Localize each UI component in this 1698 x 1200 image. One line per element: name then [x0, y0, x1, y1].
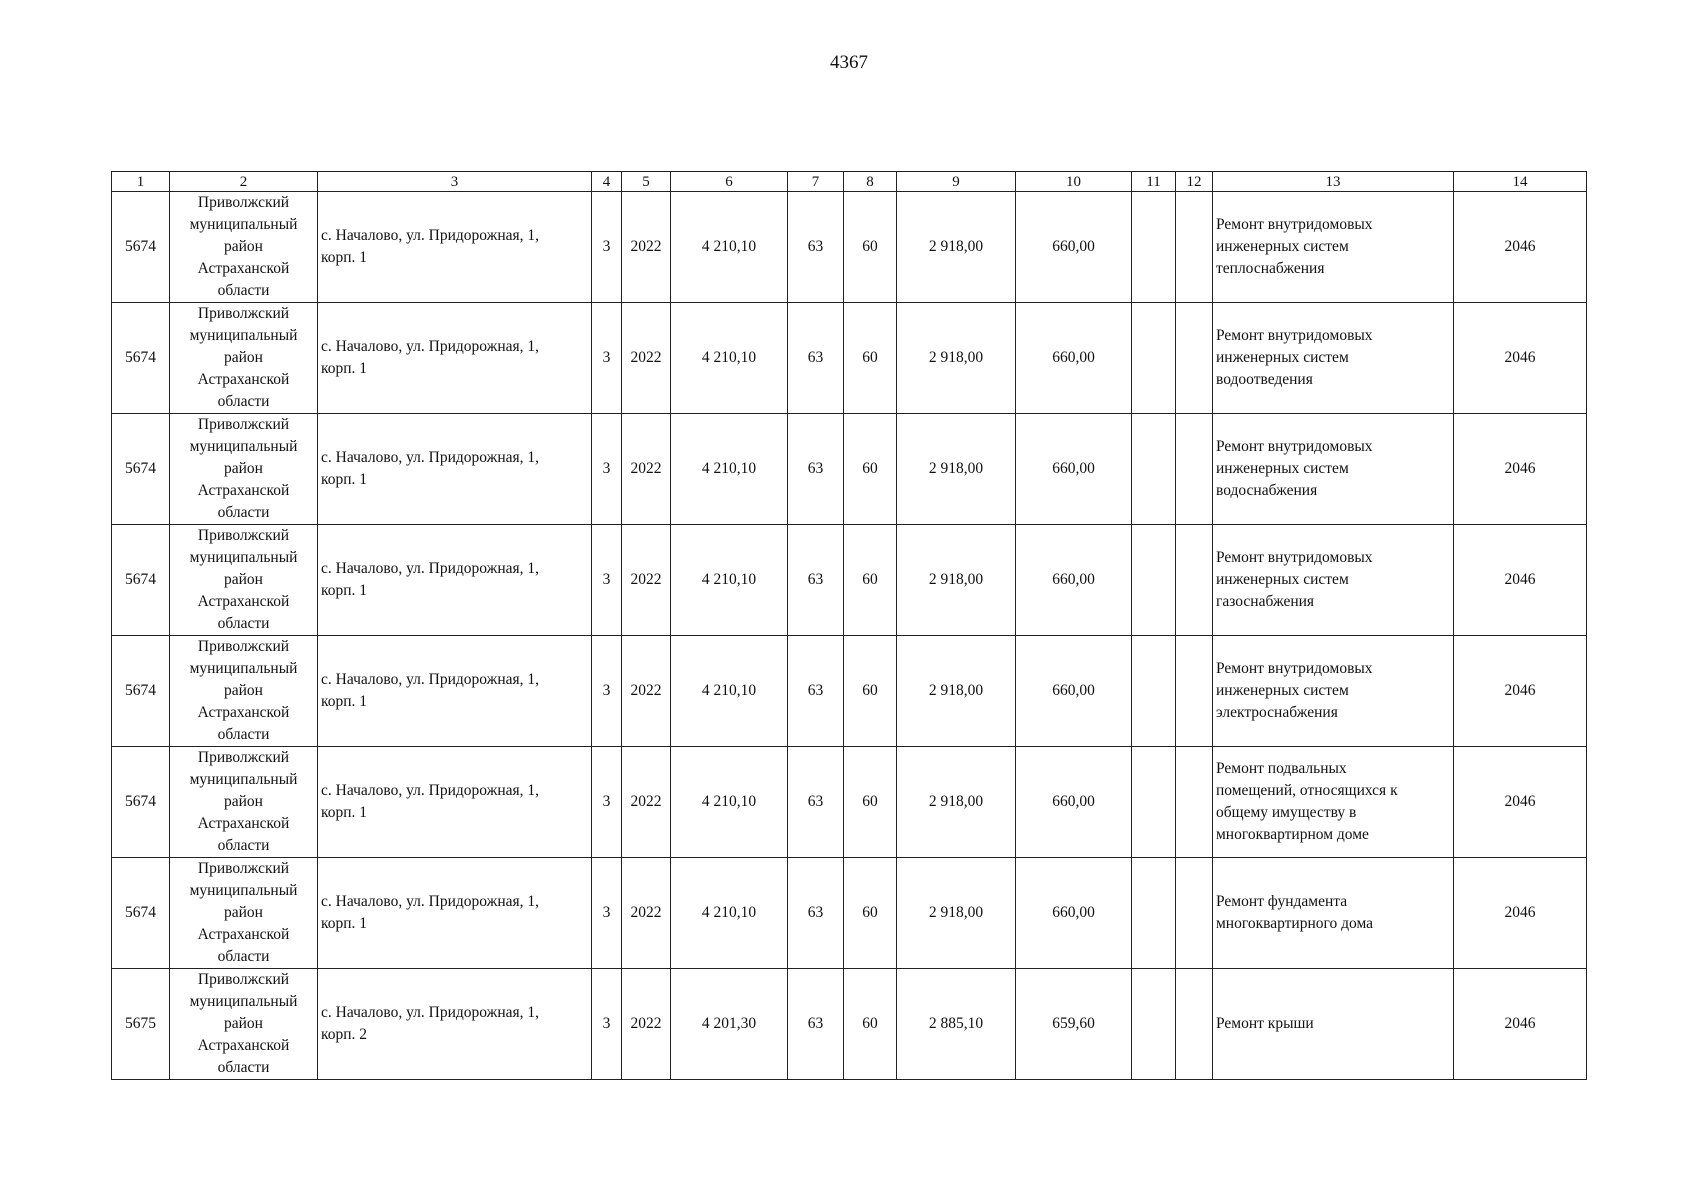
column-9-cell: 2 918,00	[897, 192, 1016, 303]
cell-line: с. Началово, ул. Придорожная, 1,	[321, 449, 540, 466]
column-11-cell	[1132, 636, 1176, 747]
column-8-cell: 60	[844, 525, 897, 636]
district-cell	[170, 414, 318, 525]
column-6-cell: 4 210,10	[671, 192, 788, 303]
year-cell: 2046	[1454, 303, 1587, 414]
cell-line: многоквартирном доме	[1216, 826, 1369, 843]
year-cell: 2046	[1454, 636, 1587, 747]
cell-line: район	[224, 460, 263, 477]
column-7-cell: 63	[788, 303, 844, 414]
column-9-cell: 2 918,00	[897, 636, 1016, 747]
district-cell	[170, 525, 318, 636]
cell-line: Приволжский	[197, 416, 290, 433]
column-header: 11	[1132, 172, 1176, 192]
column-6-cell: 4 210,10	[671, 858, 788, 969]
cell-line: муниципальный	[189, 882, 298, 899]
column-5-cell: 2022	[622, 858, 671, 969]
cell-line: район	[224, 238, 263, 255]
district-cell	[170, 747, 318, 858]
table-header	[112, 172, 1587, 192]
column-5-cell: 2022	[622, 303, 671, 414]
column-9-cell: 2 885,10	[897, 969, 1016, 1080]
work-type-cell	[1213, 636, 1454, 747]
column-8-cell: 60	[844, 969, 897, 1080]
address-cell	[318, 636, 592, 747]
cell-line: общему имуществу в	[1216, 804, 1357, 821]
column-8-cell: 60	[844, 414, 897, 525]
cell-line: муниципальный	[189, 438, 298, 455]
column-8-cell: 60	[844, 192, 897, 303]
table-row	[112, 525, 1587, 636]
column-8-cell: 60	[844, 747, 897, 858]
column-12-cell	[1176, 303, 1213, 414]
district-cell	[170, 969, 318, 1080]
column-6-cell: 4 210,10	[671, 303, 788, 414]
cell-line: муниципальный	[189, 216, 298, 233]
cell-line: инженерных систем	[1216, 349, 1349, 366]
year-cell: 2046	[1454, 192, 1587, 303]
work-type-cell	[1213, 303, 1454, 414]
cell-line: муниципальный	[189, 993, 298, 1010]
column-12-cell	[1176, 969, 1213, 1080]
column-header: 4	[592, 172, 622, 192]
cell-line: Приволжский	[197, 749, 290, 766]
cell-line: с. Началово, ул. Придорожная, 1,	[321, 1004, 540, 1021]
cell-line: Приволжский	[197, 305, 290, 322]
column-4-cell: 3	[592, 969, 622, 1080]
cell-line: Астраханской	[197, 482, 290, 499]
column-header: 2	[170, 172, 318, 192]
column-12-cell	[1176, 414, 1213, 525]
cell-line: район	[224, 904, 263, 921]
cell-line: корп. 1	[321, 471, 368, 488]
column-4-cell: 3	[592, 414, 622, 525]
cell-line: Приволжский	[197, 860, 290, 877]
column-10-cell: 660,00	[1016, 525, 1132, 636]
column-10-cell: 660,00	[1016, 303, 1132, 414]
column-header: 5	[622, 172, 671, 192]
district-cell	[170, 303, 318, 414]
column-8-cell: 60	[844, 858, 897, 969]
registry-table	[111, 171, 1587, 1080]
year-cell: 2046	[1454, 969, 1587, 1080]
table-row	[112, 636, 1587, 747]
column-4-cell: 3	[592, 858, 622, 969]
column-6-cell: 4 210,10	[671, 414, 788, 525]
column-4-cell: 3	[592, 525, 622, 636]
column-7-cell: 63	[788, 969, 844, 1080]
cell-line: водоотведения	[1216, 371, 1313, 388]
cell-line: район	[224, 349, 263, 366]
column-6-cell: 4 210,10	[671, 747, 788, 858]
column-5-cell: 2022	[622, 969, 671, 1080]
record-number-cell: 5674	[112, 303, 170, 414]
cell-line: Приволжский	[197, 194, 290, 211]
cell-line: Астраханской	[197, 371, 290, 388]
column-11-cell	[1132, 525, 1176, 636]
cell-line: инженерных систем	[1216, 238, 1349, 255]
work-type-cell	[1213, 414, 1454, 525]
address-cell	[318, 525, 592, 636]
column-7-cell: 63	[788, 747, 844, 858]
cell-line: муниципальный	[189, 771, 298, 788]
header-row	[112, 172, 1587, 192]
cell-line: корп. 1	[321, 582, 368, 599]
column-9-cell: 2 918,00	[897, 303, 1016, 414]
column-5-cell: 2022	[622, 525, 671, 636]
cell-line: муниципальный	[189, 549, 298, 566]
column-header: 9	[897, 172, 1016, 192]
column-8-cell: 60	[844, 303, 897, 414]
record-number-cell: 5674	[112, 636, 170, 747]
column-6-cell: 4 201,30	[671, 969, 788, 1080]
work-type-cell	[1213, 192, 1454, 303]
column-11-cell	[1132, 969, 1176, 1080]
table-row	[112, 969, 1587, 1080]
column-11-cell	[1132, 747, 1176, 858]
column-5-cell: 2022	[622, 192, 671, 303]
cell-line: Астраханской	[197, 593, 290, 610]
cell-line: район	[224, 682, 263, 699]
column-header: 13	[1213, 172, 1454, 192]
cell-line: с. Началово, ул. Придорожная, 1,	[321, 560, 540, 577]
cell-line: с. Началово, ул. Придорожная, 1,	[321, 227, 540, 244]
column-header: 12	[1176, 172, 1213, 192]
cell-line: области	[217, 393, 270, 410]
cell-line: Ремонт внутридомовых	[1216, 438, 1373, 455]
cell-line: области	[217, 1059, 270, 1076]
column-12-cell	[1176, 525, 1213, 636]
cell-line: с. Началово, ул. Придорожная, 1,	[321, 893, 540, 910]
address-cell	[318, 303, 592, 414]
cell-line: с. Началово, ул. Придорожная, 1,	[321, 338, 540, 355]
table-row	[112, 858, 1587, 969]
work-type-cell	[1213, 969, 1454, 1080]
work-type-cell	[1213, 525, 1454, 636]
year-cell: 2046	[1454, 858, 1587, 969]
column-7-cell: 63	[788, 525, 844, 636]
column-10-cell: 660,00	[1016, 747, 1132, 858]
column-9-cell: 2 918,00	[897, 414, 1016, 525]
cell-line: Астраханской	[197, 926, 290, 943]
year-cell: 2046	[1454, 525, 1587, 636]
record-number-cell: 5674	[112, 414, 170, 525]
cell-line: Приволжский	[197, 638, 290, 655]
column-header: 1	[112, 172, 170, 192]
column-11-cell	[1132, 414, 1176, 525]
cell-line: области	[217, 726, 270, 743]
cell-line: с. Началово, ул. Придорожная, 1,	[321, 671, 540, 688]
column-5-cell: 2022	[622, 747, 671, 858]
cell-line: области	[217, 837, 270, 854]
column-12-cell	[1176, 858, 1213, 969]
address-cell	[318, 747, 592, 858]
column-4-cell: 3	[592, 747, 622, 858]
record-number-cell: 5674	[112, 192, 170, 303]
column-header: 7	[788, 172, 844, 192]
column-6-cell: 4 210,10	[671, 525, 788, 636]
cell-line: газоснабжения	[1216, 593, 1315, 610]
cell-line: Ремонт внутридомовых	[1216, 660, 1373, 677]
column-11-cell	[1132, 858, 1176, 969]
address-cell	[318, 969, 592, 1080]
address-cell	[318, 192, 592, 303]
address-cell	[318, 858, 592, 969]
record-number-cell: 5674	[112, 525, 170, 636]
cell-line: с. Началово, ул. Придорожная, 1,	[321, 782, 540, 799]
cell-line: области	[217, 282, 270, 299]
column-5-cell: 2022	[622, 414, 671, 525]
cell-line: корп. 1	[321, 915, 368, 932]
column-12-cell	[1176, 636, 1213, 747]
column-4-cell: 3	[592, 636, 622, 747]
page-number: 4367	[830, 52, 868, 73]
column-10-cell: 660,00	[1016, 636, 1132, 747]
work-type-cell	[1213, 858, 1454, 969]
column-11-cell	[1132, 303, 1176, 414]
column-5-cell: 2022	[622, 636, 671, 747]
column-header: 14	[1454, 172, 1587, 192]
record-number-cell: 5674	[112, 858, 170, 969]
column-11-cell	[1132, 192, 1176, 303]
column-12-cell	[1176, 192, 1213, 303]
column-7-cell: 63	[788, 414, 844, 525]
district-cell	[170, 192, 318, 303]
cell-line: водоснабжения	[1216, 482, 1318, 499]
cell-line: области	[217, 615, 270, 632]
address-cell	[318, 414, 592, 525]
column-9-cell: 2 918,00	[897, 858, 1016, 969]
cell-line: Астраханской	[197, 260, 290, 277]
table-row	[112, 747, 1587, 858]
cell-line: муниципальный	[189, 327, 298, 344]
column-4-cell: 3	[592, 192, 622, 303]
table-body	[112, 192, 1587, 1080]
cell-line: области	[217, 504, 270, 521]
column-7-cell: 63	[788, 858, 844, 969]
year-cell: 2046	[1454, 414, 1587, 525]
column-9-cell: 2 918,00	[897, 747, 1016, 858]
cell-line: корп. 1	[321, 693, 368, 710]
column-header: 6	[671, 172, 788, 192]
cell-line: муниципальный	[189, 660, 298, 677]
column-header: 3	[318, 172, 592, 192]
column-9-cell: 2 918,00	[897, 525, 1016, 636]
column-7-cell: 63	[788, 192, 844, 303]
cell-line: области	[217, 948, 270, 965]
table-row	[112, 414, 1587, 525]
record-number-cell: 5674	[112, 747, 170, 858]
cell-line: район	[224, 1015, 263, 1032]
table-row	[112, 192, 1587, 303]
record-number-cell: 5675	[112, 969, 170, 1080]
cell-line: корп. 1	[321, 249, 368, 266]
work-type-cell	[1213, 747, 1454, 858]
column-header: 10	[1016, 172, 1132, 192]
cell-line: инженерных систем	[1216, 571, 1349, 588]
cell-line: Ремонт крыши	[1216, 1015, 1314, 1032]
column-12-cell	[1176, 747, 1213, 858]
cell-line: Астраханской	[197, 1037, 290, 1054]
cell-line: Ремонт фундамента	[1216, 893, 1348, 910]
cell-line: Астраханской	[197, 815, 290, 832]
cell-line: теплоснабжения	[1216, 260, 1325, 277]
cell-line: Приволжский	[197, 527, 290, 544]
cell-line: Ремонт внутридомовых	[1216, 327, 1373, 344]
cell-line: Ремонт подвальных	[1216, 760, 1347, 777]
cell-line: инженерных систем	[1216, 460, 1349, 477]
year-cell: 2046	[1454, 747, 1587, 858]
cell-line: район	[224, 571, 263, 588]
district-cell	[170, 858, 318, 969]
column-6-cell: 4 210,10	[671, 636, 788, 747]
column-10-cell: 659,60	[1016, 969, 1132, 1080]
column-10-cell: 660,00	[1016, 858, 1132, 969]
cell-line: инженерных систем	[1216, 682, 1349, 699]
cell-line: Ремонт внутридомовых	[1216, 549, 1373, 566]
cell-line: район	[224, 793, 263, 810]
cell-line: корп. 2	[321, 1026, 368, 1043]
column-10-cell: 660,00	[1016, 192, 1132, 303]
table-row	[112, 303, 1587, 414]
cell-line: корп. 1	[321, 804, 368, 821]
cell-line: многоквартирного дома	[1216, 915, 1374, 932]
column-8-cell: 60	[844, 636, 897, 747]
cell-line: Ремонт внутридомовых	[1216, 216, 1373, 233]
cell-line: корп. 1	[321, 360, 368, 377]
column-header: 8	[844, 172, 897, 192]
column-10-cell: 660,00	[1016, 414, 1132, 525]
district-cell	[170, 636, 318, 747]
cell-line: помещений, относящихся к	[1216, 782, 1398, 799]
cell-line: электроснабжения	[1216, 704, 1338, 721]
cell-line: Астраханской	[197, 704, 290, 721]
column-4-cell: 3	[592, 303, 622, 414]
column-7-cell: 63	[788, 636, 844, 747]
cell-line: Приволжский	[197, 971, 290, 988]
